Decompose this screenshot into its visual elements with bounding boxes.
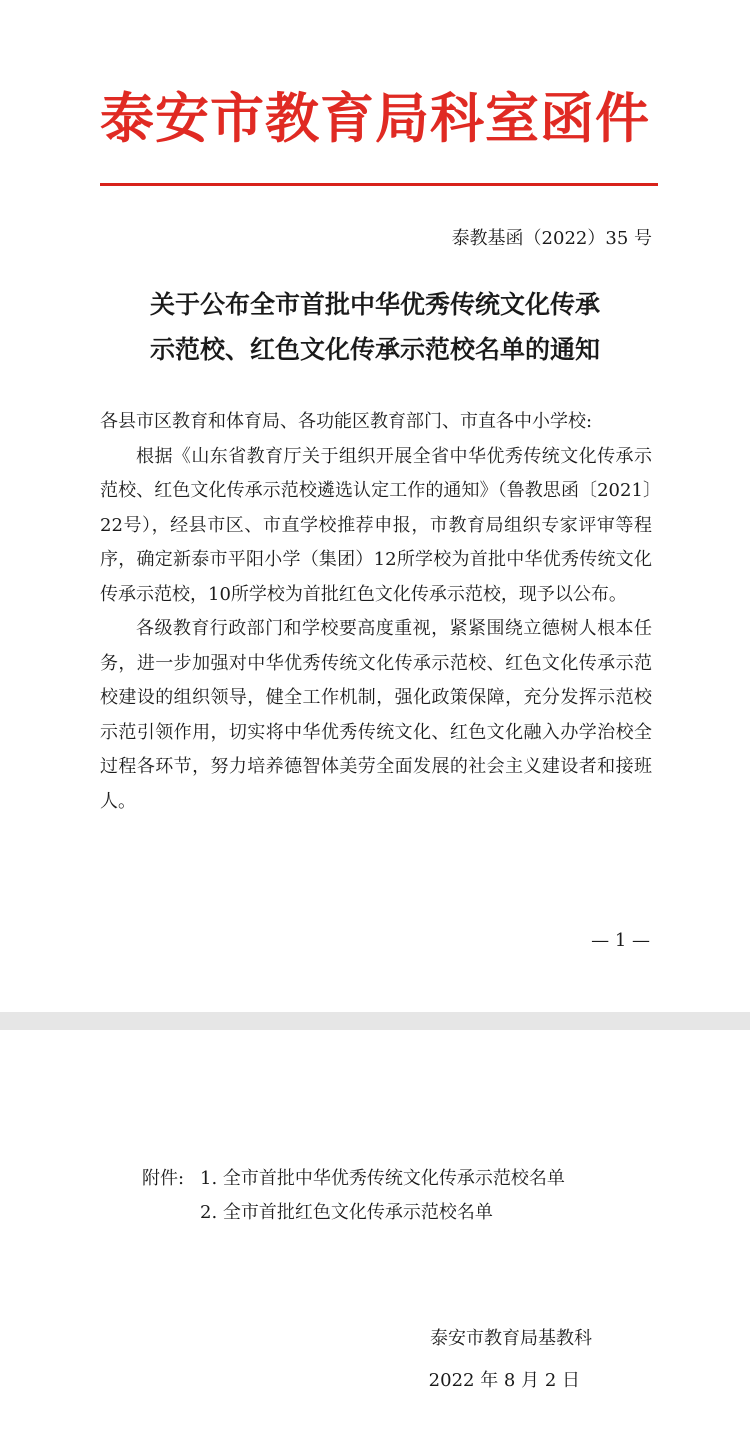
issuing-office: 泰安市教育局基教科 — [430, 1328, 592, 1349]
attachment-2-text: 2. 全市首批红色文化传承示范校名单 — [200, 1202, 493, 1223]
attachment-item-1 — [142, 1162, 565, 1196]
document-page-2 — [0, 1030, 750, 1438]
attachment-1-text: 1. 全市首批中华优秀传统文化传承示范校名单 — [200, 1168, 565, 1189]
body-paragraph-1: 根据《山东省教育厅关于组织开展全省中华优秀传统文化传承示范校、红色文化传承示范校遴选认定工作的通知》（鲁教思函〔2021〕22号），经县市区、市直学校推荐申报，市教育局组织专家评审等程序，确定新泰市平阳小学（集团）12所学校为首批中华优秀传统文化传承示范校，10所学校为首批红色文化传承示范校，现予以公布。 — [100, 445, 652, 605]
letterhead-title: 泰安市教育局科室函件 — [100, 86, 650, 150]
notice-title — [0, 282, 750, 372]
attachments-list — [142, 1162, 565, 1230]
letterhead-red-rule — [100, 183, 658, 186]
notice-title-line-2: 示范校、红色文化传承示范校名单的通知 — [149, 335, 600, 364]
attachments-label: 附件: — [142, 1168, 185, 1189]
body-paragraph-2: 各级教育行政部门和学校要高度重视，紧紧围绕立德树人根本任务，进一步加强对中华优秀传统文化传承示范校、红色文化传承示范校建设的组织领导，健全工作机制，强化政策保障，充分发挥示范校示范引领作用，切实将中华优秀传统文化、红色文化融入办学治校全过程各环节，努力培养德智体美劳全面发展的社会主义建设者和接班人。 — [100, 618, 652, 812]
salutation: 各县市区教育和体育局、各功能区教育部门、市直各中小学校: — [100, 411, 593, 432]
document-number: 泰教基函（2022）35 号 — [451, 228, 652, 249]
attachment-item-2 — [142, 1196, 565, 1230]
notice-title-line-1: 关于公布全市首批中华优秀传统文化传承 — [149, 290, 600, 319]
notice-body — [100, 405, 652, 819]
page-number: — 1 — — [591, 930, 650, 951]
issue-date: 2022 年 8 月 2 日 — [428, 1370, 580, 1391]
